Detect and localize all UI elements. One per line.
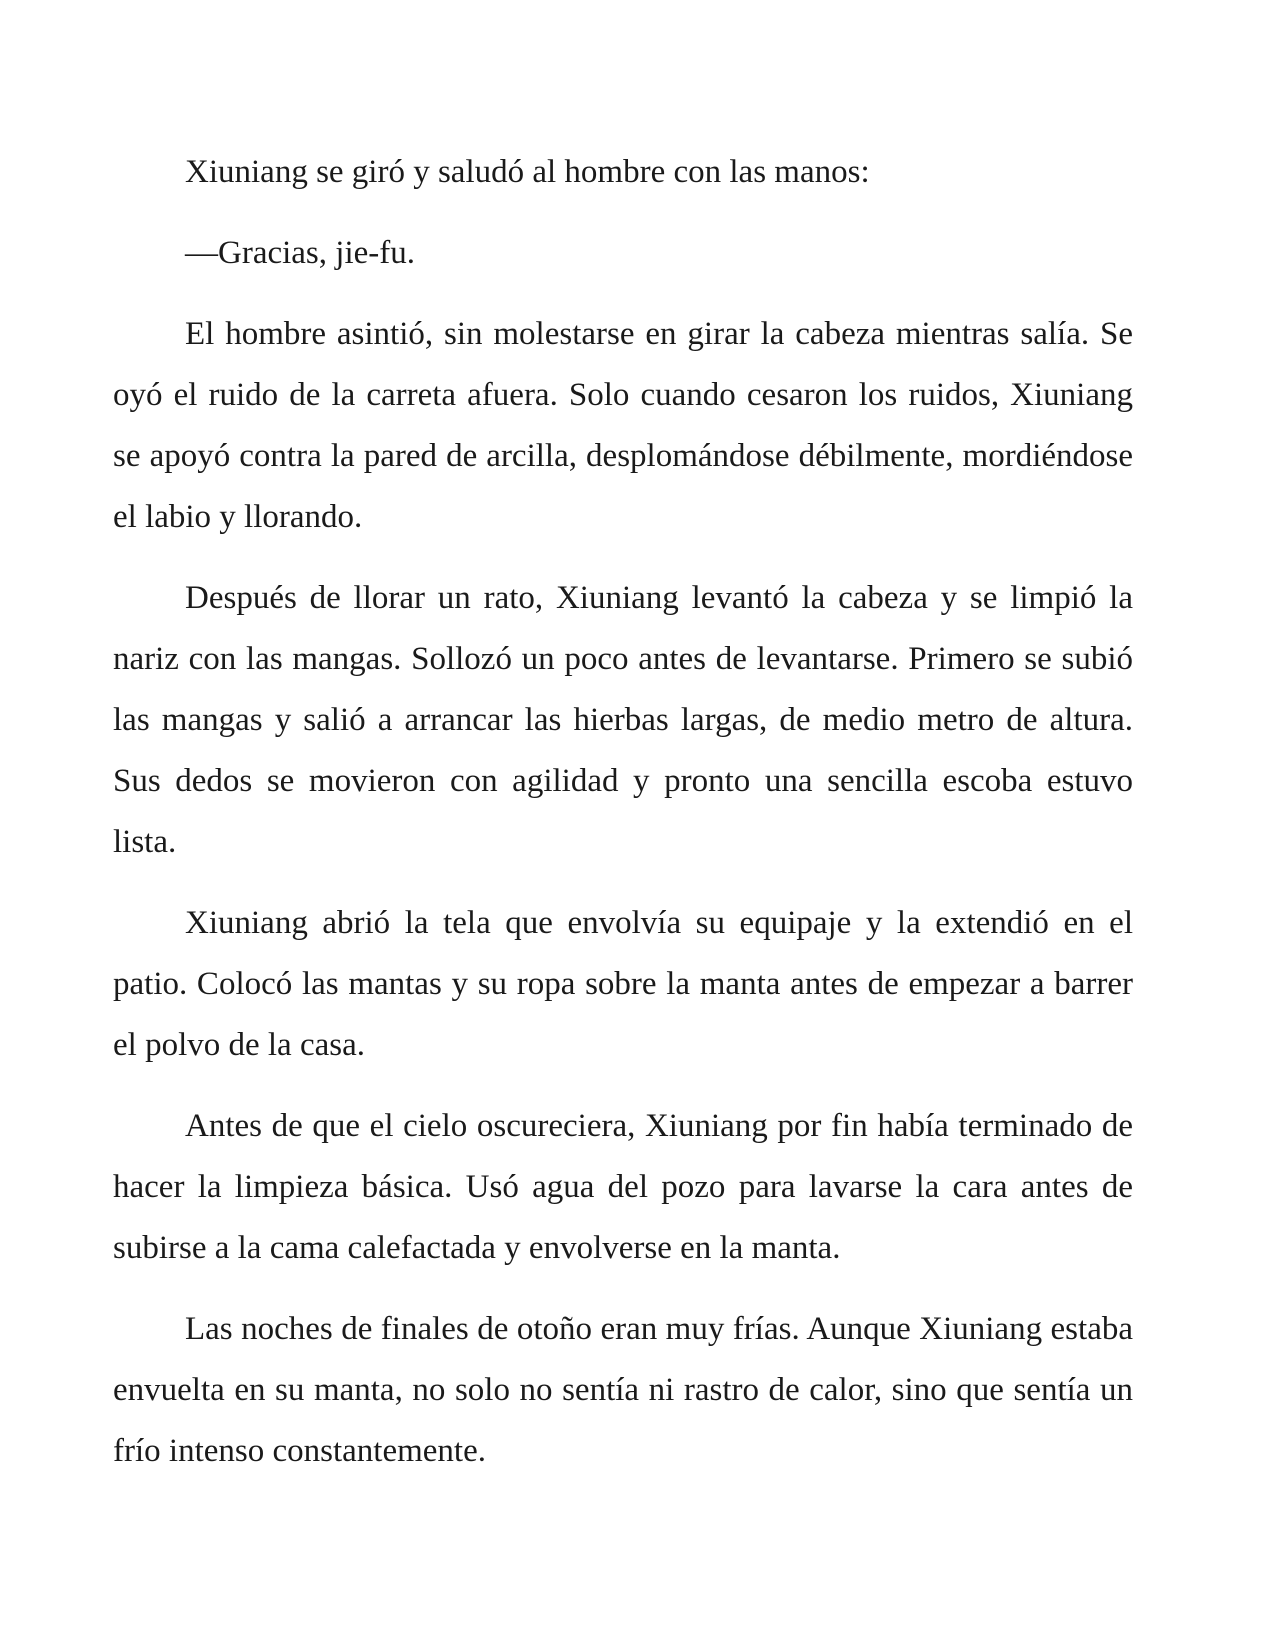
paragraph-4: Después de llorar un rato, Xiuniang levantó la cabeza y se limpió la nariz con las mangas. Sollozó un poco antes de levantarse. Primero se subió las mangas y salió a arrancar las hierbas largas, de medio metro de altura. Sus dedos se movieron con agilidad y pronto una sencilla escoba estuvo lista.: [113, 580, 1133, 860]
paragraph-3: El hombre asintió, sin molestarse en girar la cabeza mientras salía. Se oyó el ruido de la carreta afuera. Solo cuando cesaron los ruidos, Xiuniang se apoyó contra la pared de arcilla, desplomándose débilmente, mordiéndose el labio y llorando.: [113, 316, 1133, 535]
paragraph-5: Xiuniang abrió la tela que envolvía su equipaje y la extendió en el patio. Colocó las mantas y su ropa sobre la manta antes de empezar a barrer el polvo de la casa.: [113, 905, 1133, 1063]
paragraph-2: —Gracias, jie-fu.: [185, 235, 415, 271]
paragraph-6: Antes de que el cielo oscureciera, Xiuniang por fin había terminado de hacer la limpieza básica. Usó agua del pozo para lavarse la cara antes de subirse a la cama calefactada y envolverse en la manta.: [113, 1108, 1133, 1266]
body-text: [113, 142, 1133, 1502]
paragraph-7: Las noches de finales de otoño eran muy frías. Aunque Xiuniang estaba envuelta en su manta, no solo no sentía ni rastro de calor, sino que sentía un frío intenso constantemente.: [113, 1311, 1133, 1469]
paragraph-1: Xiuniang se giró y saludó al hombre con las manos:: [185, 154, 870, 190]
